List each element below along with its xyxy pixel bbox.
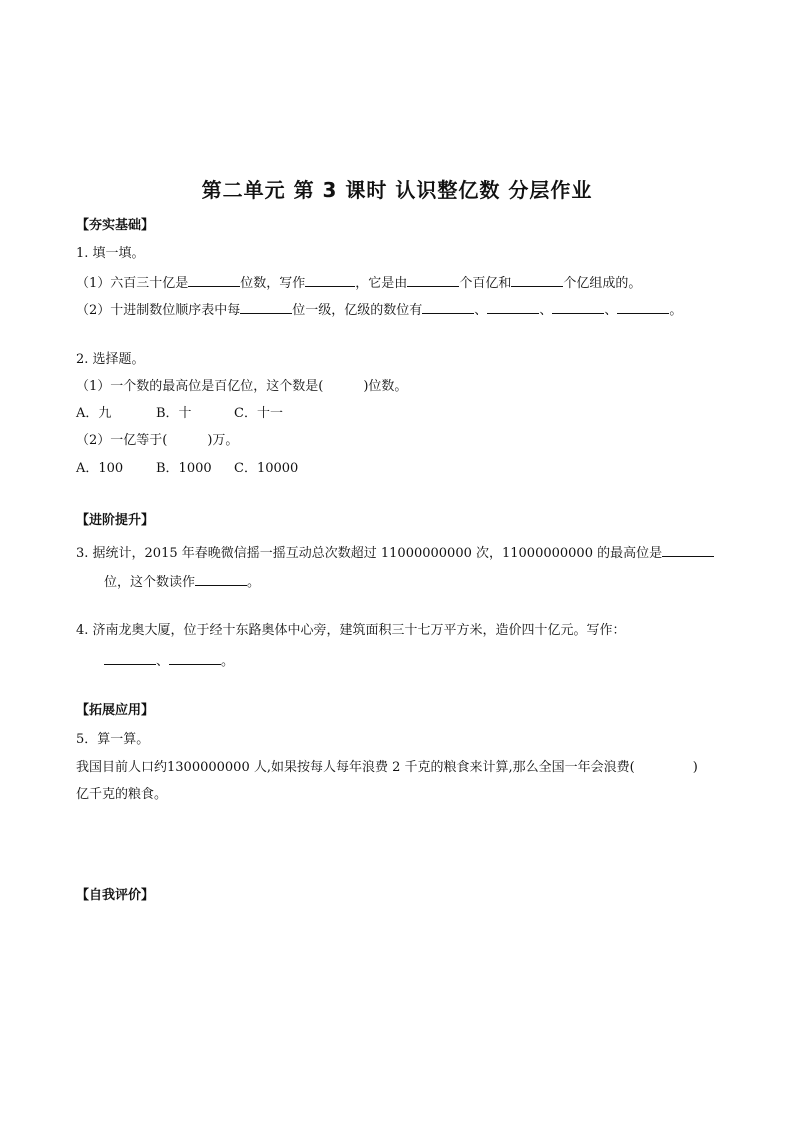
blank[interactable] [662,542,714,557]
blank[interactable] [552,299,604,314]
question-2-part-1 [76,378,407,396]
q5-close: ) [692,760,698,775]
q3-text: 3. 据统计，2015 年春晚微信摇一摇互动总次数超过 11000000000 次，11000000000 的最高位是 [76,546,663,561]
option-c[interactable]: C．10000 [234,461,299,476]
q2-p1-text-a: （1）一个数的最高位是百亿位，这个数是( [76,379,324,394]
blank[interactable] [617,299,669,314]
q1-p1-text-b: 位数，写作 [240,276,306,291]
option-c[interactable]: C．十一 [234,406,283,421]
question-2-part-2 [76,432,238,450]
q2-p2-text-b: )万。 [207,433,239,448]
q2-p2-text-a: （2）一亿等于( [76,433,168,448]
section-heading-basics: 【夯实基础】 [76,218,155,233]
q1-p1-text-a: （1）六百三十亿是 [76,276,189,291]
q1-p2-text-b: 位一级，亿级的数位有 [292,303,423,318]
page-title: 第二单元 第 3 课时 认识整亿数 分层作业 [201,178,593,202]
question-3-line-1 [76,542,714,563]
q1-p2-sep-2: 、 [539,303,553,318]
blank[interactable] [487,299,539,314]
question-2-part-2-options [76,460,298,478]
q1-p1-text-e: 个亿组成的。 [563,276,642,291]
q4-end: 。 [221,654,235,669]
q1-p2-text-a: （2）十进制数位顺序表中每 [76,303,241,318]
blank[interactable] [195,571,247,586]
question-5-line-1 [76,759,698,777]
blank[interactable] [511,272,563,287]
blank[interactable] [104,650,156,665]
option-b[interactable]: B．十 [156,406,192,421]
question-4-line-1: 4. 济南龙奥大厦，位于经十东路奥体中心旁，建筑面积三十七万平方米，造价四十亿元。写作： [76,623,626,638]
blank[interactable] [422,299,474,314]
q3-text-b: 位，这个数读作 [104,575,196,590]
question-1-part-2 [76,299,682,320]
blank[interactable] [188,272,240,287]
q3-end: 。 [247,575,261,590]
q1-p1-text-c: ，它是由 [355,276,408,291]
q1-p2-sep-3: 、 [604,303,618,318]
option-a[interactable]: A．100 [76,461,124,476]
blank[interactable] [240,299,292,314]
question-4-line-2 [104,650,234,671]
option-b[interactable]: B．1000 [156,461,212,476]
section-heading-self-evaluation: 【自我评价】 [76,888,155,903]
blank[interactable] [305,272,355,287]
q1-p2-sep-1: 、 [474,303,488,318]
question-3-line-2 [104,571,260,592]
blank[interactable] [169,650,221,665]
question-1-head: 1. 填一填。 [76,246,145,261]
question-5-line-2: 亿千克的粮食。 [76,787,168,802]
question-2-head: 2. 选择题。 [76,352,145,367]
q4-sep: 、 [156,654,170,669]
q1-p2-end: 。 [669,303,683,318]
section-heading-advanced: 【进阶提升】 [76,513,155,528]
section-heading-application: 【拓展应用】 [76,703,155,718]
q1-p1-text-d: 个百亿和 [459,276,512,291]
option-a[interactable]: A．九 [76,406,112,421]
question-1-part-1 [76,272,641,293]
q5-text: 我国目前人口约1300000000 人,如果按每人每年浪费 2 千克的粮食来计算,那么全国一年会浪费( [76,760,635,775]
q2-p1-text-b: )位数。 [363,379,408,394]
blank[interactable] [407,272,459,287]
question-5-head: 5．算一算。 [76,732,150,747]
question-2-part-1-options [76,405,283,423]
